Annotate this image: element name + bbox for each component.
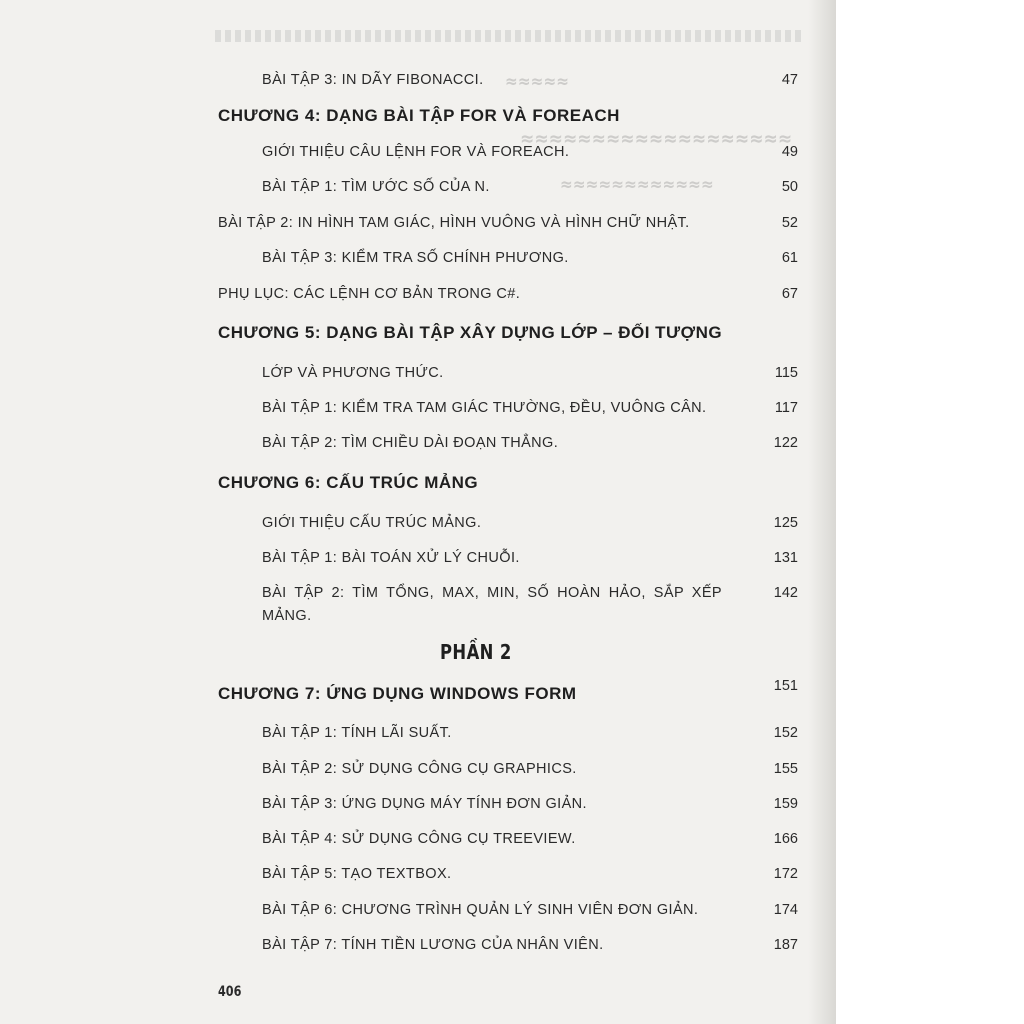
toc-entry-title: BÀI TẬP 2: IN HÌNH TAM GIÁC, HÌNH VUÔNG VÀ HÌNH CHỮ NHẬT. xyxy=(218,215,690,231)
toc-entry-page: 47 xyxy=(781,72,798,88)
toc-entry-page: 125 xyxy=(773,515,798,531)
toc-entry-page: 187 xyxy=(773,937,798,953)
toc-entry-page: 50 xyxy=(781,179,798,195)
toc-entry-title: BÀI TẬP 3: ỨNG DỤNG MÁY TÍNH ĐƠN GIẢN. xyxy=(262,796,587,812)
toc-entry-page: 152 xyxy=(773,725,798,741)
toc-entry-page: 131 xyxy=(773,550,798,566)
toc-chapter-title: CHƯƠNG 7: ỨNG DỤNG WINDOWS FORM xyxy=(218,684,577,703)
toc-entry-title: BÀI TẬP 5: TẠO TEXTBOX. xyxy=(262,866,452,882)
toc-entry-page: 155 xyxy=(773,761,798,777)
toc-entry-page: 172 xyxy=(773,866,798,882)
header-bleed-through xyxy=(215,30,805,42)
toc-entry-title: BÀI TẬP 2: TÌM TỔNG, MAX, MIN, SỐ HOÀN HẢO, SẮP XẾP MẢNG. xyxy=(262,585,722,624)
toc-entry-page: 166 xyxy=(773,831,798,847)
toc-entry-title: BÀI TẬP 1: TÍNH LÃI SUẤT. xyxy=(262,725,452,741)
toc-entry-title: LỚP VÀ PHƯƠNG THỨC. xyxy=(262,365,444,381)
toc-entry-title: BÀI TẬP 6: CHƯƠNG TRÌNH QUẢN LÝ SINH VIÊN ĐƠN GIẢN. xyxy=(262,902,699,918)
toc-chapter-title: CHƯƠNG 5: DẠNG BÀI TẬP XÂY DỰNG LỚP – ĐỐI TƯỢNG xyxy=(218,323,723,342)
toc-entry-page: 174 xyxy=(773,902,798,918)
part-heading: PHẦN 2 xyxy=(440,640,512,664)
toc-entry-title: BÀI TẬP 1: BÀI TOÁN XỬ LÝ CHUỖI. xyxy=(262,550,520,566)
toc-entry-title: BÀI TẬP 2: SỬ DỤNG CÔNG CỤ GRAPHICS. xyxy=(262,761,577,777)
bleed-through-text: ≈≈≈≈≈≈≈≈≈≈≈≈≈≈≈≈≈≈≈ xyxy=(520,128,793,150)
toc-entry-page: 122 xyxy=(773,435,798,451)
toc-chapter-title: CHƯƠNG 4: DẠNG BÀI TẬP FOR VÀ FOREACH xyxy=(218,106,620,125)
toc-entry-title: BÀI TẬP 1: KIỂM TRA TAM GIÁC THƯỜNG, ĐỀU, VUÔNG CÂN. xyxy=(262,400,707,416)
toc-chapter-title: CHƯƠNG 6: CẤU TRÚC MẢNG xyxy=(218,473,479,492)
toc-entry-title: BÀI TẬP 3: KIỂM TRA SỐ CHÍNH PHƯƠNG. xyxy=(262,250,569,266)
toc-entry-page: 159 xyxy=(773,796,798,812)
toc-entry-title: GIỚI THIỆU CÂU LỆNH FOR VÀ FOREACH. xyxy=(262,144,570,160)
toc-entry-page: 115 xyxy=(774,365,798,381)
toc-entry-page: 49 xyxy=(781,144,798,160)
toc-entry-page: 117 xyxy=(774,400,798,416)
bleed-through-text: ≈≈≈≈≈ xyxy=(505,72,570,92)
page-number: 406 xyxy=(218,984,242,1000)
toc-entry-title: BÀI TẬP 4: SỬ DỤNG CÔNG CỤ TREEVIEW. xyxy=(262,831,576,847)
toc-entry-title: BÀI TẬP 7: TÍNH TIỀN LƯƠNG CỦA NHÂN VIÊN. xyxy=(262,937,604,953)
toc-entry-title: BÀI TẬP 3: IN DÃY FIBONACCI. xyxy=(262,72,484,88)
page-edge-shadow xyxy=(808,0,836,1024)
toc-entry-page: 61 xyxy=(781,250,798,266)
toc-entry-page: 52 xyxy=(781,215,798,231)
toc-entry-title: BÀI TẬP 2: TÌM CHIỀU DÀI ĐOẠN THẲNG. xyxy=(262,435,559,451)
toc-entry-title: GIỚI THIỆU CẤU TRÚC MẢNG. xyxy=(262,515,482,531)
toc-entry-page: 142 xyxy=(773,585,798,601)
bleed-through-text: ≈≈≈≈≈≈≈≈≈≈≈≈ xyxy=(560,175,714,195)
toc-entry-title: PHỤ LỤC: CÁC LỆNH CƠ BẢN TRONG C#. xyxy=(218,286,521,302)
toc-entry-title: BÀI TẬP 1: TÌM ƯỚC SỐ CỦA N. xyxy=(262,179,490,195)
toc-entry-page: 151 xyxy=(773,678,798,694)
toc-entry-page: 67 xyxy=(781,286,798,302)
